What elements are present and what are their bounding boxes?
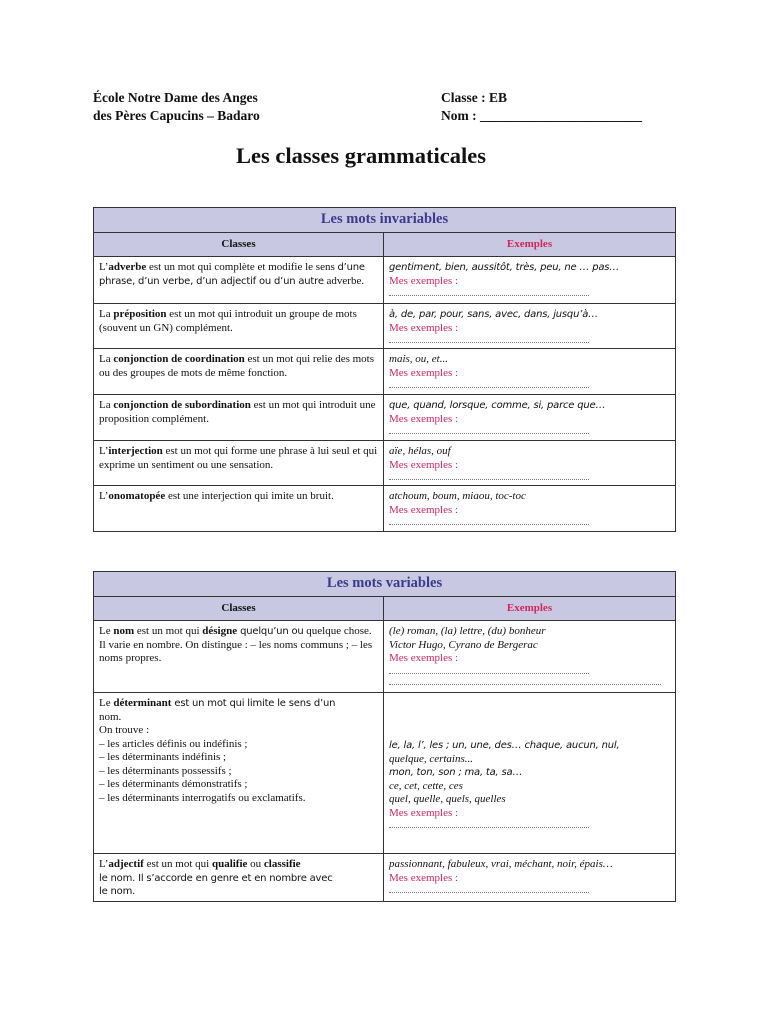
- list-item: – les articles définis ou indéfinis ;: [99, 737, 248, 750]
- term: désigne: [202, 625, 238, 637]
- term: classifie: [263, 858, 301, 870]
- answer-line[interactable]: [389, 288, 589, 296]
- examples-cell: (le) roman, (la) lettre, (du) bonheur Victor Hugo, Cyrano de Bergerac Mes exemples :: [384, 621, 676, 693]
- definition-cell: La conjonction de subordination est un mot qui introduit une proposition complément.: [94, 395, 384, 441]
- table-row: [94, 693, 676, 854]
- term: adverbe: [108, 261, 147, 273]
- definition-cell: L’interjection est un mot qui forme une phrase à lui seul et qui exprime un sentiment ou une sensation.: [94, 441, 384, 486]
- mes-exemples-label: Mes exemples :: [389, 321, 459, 334]
- answer-line[interactable]: [389, 426, 589, 434]
- term: adjectif: [108, 858, 144, 870]
- col-classes: Classes: [94, 597, 384, 621]
- answer-line[interactable]: [389, 885, 589, 893]
- list-item: – les déterminants interrogatifs ou exclamatifs.: [99, 791, 306, 804]
- table-row: [94, 854, 676, 902]
- student-header: [441, 89, 642, 125]
- page-title: Les classes grammaticales: [236, 143, 486, 168]
- table-row: [94, 304, 676, 349]
- mes-exemples-label: Mes exemples :: [389, 503, 459, 516]
- invariables-table: [93, 207, 676, 532]
- list-item: – les déterminants possessifs ;: [99, 764, 232, 777]
- term: conjonction de coordination: [113, 353, 245, 365]
- table-row: [94, 441, 676, 486]
- list-item: – les déterminants indéfinis ;: [99, 751, 227, 763]
- col-exemples: Exemples: [384, 233, 676, 257]
- examples-cell: passionnant, fabuleux, vrai, méchant, noir, épais… Mes exemples :: [384, 854, 676, 902]
- definition-cell: Le déterminant est un mot qui limite le sens d’un nom. On trouve : – les articles définis ou indéfinis ; – les déterminants indéfinis ; – les déterminants possessifs ; – les déterminants démonstratifs ; – les déterminants interrogatifs ou exclamatifs.: [94, 693, 384, 854]
- variables-heading: Les mots variables: [94, 572, 676, 597]
- examples-cell: gentiment, bien, aussitôt, très, peu, ne … pas… Mes exemples :: [384, 257, 676, 304]
- definition-cell: Le nom est un mot qui désigne quelqu’un ou quelque chose. Il varie en nombre. On distingue : – les noms communs ; – les noms propres.: [94, 621, 384, 693]
- definition-cell: L’adjectif est un mot qui qualifie ou classifie le nom. Il s’accorde en genre et en nombre avec le nom.: [94, 854, 384, 902]
- term: nom: [113, 625, 135, 637]
- mes-exemples-label: Mes exemples :: [389, 458, 459, 471]
- definition-cell: L’adverbe est un mot qui complète et modifie le sens d’une phrase, d’un verbe, d’un adjectif ou d’un autre adverbe.: [94, 257, 384, 304]
- class-label: Classe : EB: [441, 90, 508, 105]
- examples-cell: atchoum, boum, miaou, toc-toc Mes exemples :: [384, 486, 676, 532]
- term: qualifie: [211, 858, 248, 870]
- col-exemples: Exemples: [384, 597, 676, 621]
- term: déterminant: [113, 697, 172, 709]
- mes-exemples-label: Mes exemples :: [389, 871, 459, 884]
- term: onomatopée: [108, 490, 166, 502]
- mes-exemples-label: Mes exemples :: [389, 652, 459, 664]
- name-field: Nom : ________________________: [441, 108, 642, 123]
- examples-cell: à, de, par, pour, sans, avec, dans, jusqu’à… Mes exemples :: [384, 304, 676, 349]
- school-subname: des Pères Capucins – Badaro: [93, 108, 260, 123]
- term: préposition: [113, 308, 167, 320]
- mes-exemples-label: Mes exemples :: [389, 412, 459, 425]
- term: conjonction de subordination: [113, 399, 251, 411]
- answer-line[interactable]: [389, 820, 589, 828]
- answer-line[interactable]: [389, 517, 589, 525]
- examples-cell: que, quand, lorsque, comme, si, parce que… Mes exemples :: [384, 395, 676, 441]
- table-row: [94, 395, 676, 441]
- table-row: [94, 621, 676, 693]
- examples-cell: aïe, hélas, ouf Mes exemples :: [384, 441, 676, 486]
- definition-cell: L’onomatopée est une interjection qui imite un bruit.: [94, 486, 384, 532]
- mes-exemples-label: Mes exemples :: [389, 366, 459, 379]
- table-row: [94, 349, 676, 395]
- col-classes: Classes: [94, 233, 384, 257]
- table-row: [94, 257, 676, 304]
- school-name: École Notre Dame des Anges: [93, 90, 258, 105]
- mes-exemples-label: Mes exemples :: [389, 806, 459, 819]
- school-header: [93, 89, 260, 125]
- definition-cell: La conjonction de coordination est un mot qui relie des mots ou des groupes de mots de même fonction.: [94, 349, 384, 395]
- definition-cell: La préposition est un mot qui introduit un groupe de mots (souvent un GN) complément.: [94, 304, 384, 349]
- examples-cell: le, la, l’, les ; un, une, des… chaque, aucun, nul, quelque, certains... mon, ton, son ; ma, ta, sa… ce, cet, cette, ces quel, quelle, quels, quelles Mes exemples :: [384, 693, 676, 854]
- answer-line[interactable]: [389, 666, 589, 674]
- table-row: [94, 486, 676, 532]
- mes-exemples-label: Mes exemples :: [389, 274, 459, 287]
- variables-table: [93, 571, 676, 902]
- answer-line[interactable]: [389, 677, 661, 685]
- answer-line[interactable]: [389, 380, 589, 388]
- examples-cell: mais, ou, et... Mes exemples :: [384, 349, 676, 395]
- invariables-heading: Les mots invariables: [94, 208, 676, 233]
- term: interjection: [108, 445, 163, 457]
- answer-line[interactable]: [389, 335, 589, 343]
- list-item: – les déterminants démonstratifs ;: [99, 778, 248, 790]
- answer-line[interactable]: [389, 472, 589, 480]
